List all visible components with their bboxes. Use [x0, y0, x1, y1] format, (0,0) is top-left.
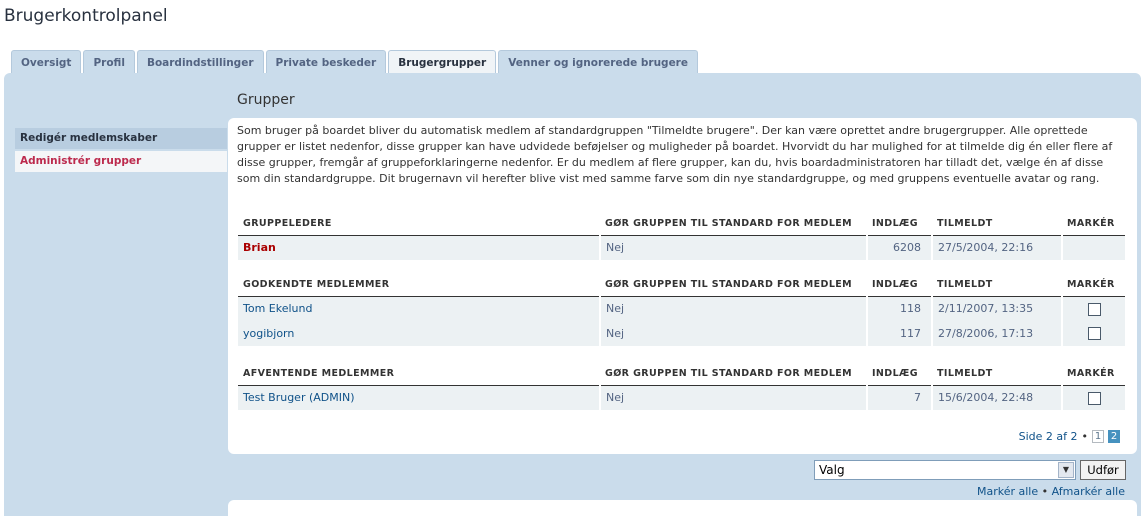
joined-value: 27/5/2004, 22:16: [932, 235, 1062, 260]
intro-text: Som bruger på boardet bliver du automatisk medlem af standardgruppen "Tilmeldte brugere". Der kan være oprettet andre brugergrupper. Alle oprettede grupper er listet nedenfor, disse grupper kan have udvidede beføjelser og muligheder på boardet. Hvorvidt du har mulighed for at tilmelde dig én eller flere af disse grupper, fremgår af gruppeforklaringerne nedenfor. Er du medlem af flere grupper, kan du, hvis boardadministratoren har tilladt det, vælge én af disse som din standardgruppe. Dit brugernavn vil herefter blive vist med samme farve som din nye standardgruppe, og med gruppens eventuelle avatar og rang.: [237, 124, 1113, 185]
col-header-default: GØR GRUPPEN TIL STANDARD FOR MEDLEM: [600, 273, 867, 296]
col-header-posts: INDLÆG: [867, 212, 932, 235]
page-title: Brugerkontrolpanel: [4, 6, 168, 26]
section-title: Grupper: [237, 92, 295, 108]
unmark-all-link[interactable]: Afmarkér alle: [1051, 485, 1125, 498]
col-header-mark: MARKÉR: [1062, 362, 1125, 385]
sidebar-item-manage-groups[interactable]: Administrér grupper: [15, 151, 227, 172]
tab-private-beskeder[interactable]: Private beskeder: [266, 50, 387, 74]
col-header-default: GØR GRUPPEN TIL STANDARD FOR MEDLEM: [600, 212, 867, 235]
approved-table: [238, 273, 1125, 346]
member-link[interactable]: Tom Ekelund: [243, 302, 313, 316]
sidebar: [15, 128, 227, 172]
submit-button[interactable]: Udfør: [1080, 460, 1126, 480]
mark-links: [977, 485, 1125, 498]
page-current-2: 2: [1108, 430, 1120, 443]
col-header-posts: INDLÆG: [867, 362, 932, 385]
mark-checkbox[interactable]: [1088, 392, 1101, 405]
pagination-text: Side 2 af 2: [1018, 430, 1078, 443]
bottom-content-box: [228, 500, 1137, 516]
action-select-value: Valg: [819, 463, 845, 477]
member-link[interactable]: Brian: [243, 241, 276, 255]
action-select[interactable]: [814, 460, 1076, 480]
col-header-pending: AFVENTENDE MEDLEMMER: [238, 362, 600, 385]
page-link-1[interactable]: 1: [1092, 430, 1104, 443]
pagination-bullet: •: [1081, 430, 1088, 443]
leaders-table: [238, 212, 1125, 260]
mark-all-link[interactable]: Markér alle: [976, 485, 1039, 498]
default-value: Nej: [600, 321, 867, 346]
mark-cell-empty: [1062, 235, 1125, 260]
table-row: [238, 296, 1125, 321]
tab-profil[interactable]: Profil: [83, 50, 134, 74]
posts-value: 118: [867, 296, 932, 321]
default-value: Nej: [600, 235, 867, 260]
col-header-joined: TILMELDT: [932, 273, 1062, 296]
posts-value: 7: [867, 385, 932, 410]
joined-value: 2/11/2007, 13:35: [932, 296, 1062, 321]
col-header-joined: TILMELDT: [932, 212, 1062, 235]
mark-checkbox[interactable]: [1088, 327, 1101, 340]
col-header-approved: GODKENDTE MEDLEMMER: [238, 273, 600, 296]
col-header-default: GØR GRUPPEN TIL STANDARD FOR MEDLEM: [600, 362, 867, 385]
col-header-mark: MARKÉR: [1062, 212, 1125, 235]
mark-separator: •: [1041, 485, 1049, 498]
posts-value: 6208: [867, 235, 932, 260]
default-value: Nej: [600, 385, 867, 410]
col-header-mark: MARKÉR: [1062, 273, 1125, 296]
groups-content: [228, 118, 1137, 454]
chevron-down-icon[interactable]: ▼: [1058, 462, 1074, 478]
member-link[interactable]: Test Bruger (ADMIN): [243, 391, 355, 405]
sidebar-header-edit-memberships[interactable]: Redigér medlemskaber: [15, 128, 227, 149]
tab-bar: [11, 50, 698, 74]
col-header-joined: TILMELDT: [932, 362, 1062, 385]
pagination: [1019, 430, 1120, 443]
mark-checkbox[interactable]: [1088, 303, 1101, 316]
pending-table: [238, 362, 1125, 410]
joined-value: 27/8/2006, 17:13: [932, 321, 1062, 346]
table-row: [238, 321, 1125, 346]
table-row: [238, 235, 1125, 260]
col-header-posts: INDLÆG: [867, 273, 932, 296]
tab-boardindstillinger[interactable]: Boardindstillinger: [137, 50, 264, 74]
posts-value: 117: [867, 321, 932, 346]
col-header-leaders: GRUPPELEDERE: [238, 212, 600, 235]
joined-value: 15/6/2004, 22:48: [932, 385, 1062, 410]
tab-venner-og-ignorerede[interactable]: Venner og ignorerede brugere: [498, 50, 698, 74]
table-row: [238, 385, 1125, 410]
tab-oversigt[interactable]: Oversigt: [11, 50, 81, 74]
member-link[interactable]: yogibjorn: [243, 327, 295, 340]
tab-brugergrupper[interactable]: Brugergrupper: [388, 50, 496, 75]
default-value: Nej: [600, 296, 867, 321]
